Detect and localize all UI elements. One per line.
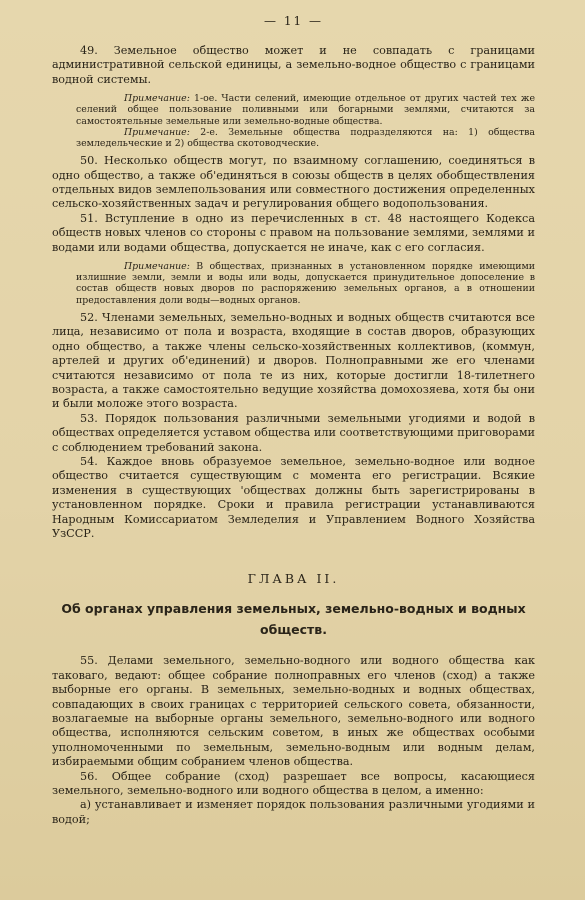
note-text: В обществах, признанных в установленном порядке имеющими излишние земли, земли и воды или воды, допускается принудительное допоселение в состав обществ новых дворов по распоряжению земельных органов, а в отношении предоставления доли воды—водных органов.	[76, 261, 535, 306]
note-text: 2-е. Земельные общества подразделяются на: 1) общества земледельческие и 2) общества скотоводческие.	[76, 126, 535, 150]
note-2	[76, 127, 535, 149]
article-56: 56. Общее собрание (сход) разрешает все вопросы, касающиеся земельного, земельно-водного или водного общества в целом, а именно:	[52, 769, 535, 798]
article-53: 53. Порядок пользования различными земельными угодиями и водой в обществах определяется уставом общества или соответствующими приговорами с соблюдением требований закона.	[52, 411, 535, 454]
page-number: — 11 —	[264, 14, 323, 28]
article-56-item-a: а) устанавливает и изменяет порядок пользования различными угодиями и водой;	[52, 798, 535, 826]
article-50: 50. Несколько обществ могут, по взаимному соглашению, соединяться в одно общество, а также об'единяться в союзы обществ в целях обобществления отдельных видов землепользования или совместного достижения определенных сельско-хозяйственных задач и регулирования общего водопользования.	[52, 154, 535, 211]
chapter-heading: ГЛАВА II.	[247, 571, 340, 587]
article-54: 54. Каждое вновь образуемое земельное, земельно-водное или водное общество считается существующим с момента его регистрации. Всякие изменения в существующих 'обществах должны быть зарегистрированы в установленном порядке. Сроки и правила регистрации устанавливаются Народным Комиссариатом Земледелия и Управлением Водного Хозяйства УзССР.	[52, 454, 535, 540]
note-label: Примечание:	[124, 261, 190, 273]
note-3	[76, 261, 535, 306]
article-49: 49. Земельное общество может и не совпадать с границами административной сельской единицы, а земельно-водное общество с границами водной системы.	[52, 44, 535, 86]
article-52: 52. Членами земельных, земельно-водных и водных обществ считаются все лица, независимо от пола и возраста, входящие в состав дворов, образующих одно общество, а также члены сельско-хозяйственных коллективов, (коммун, артелей и других об'единений) и дворов. Полноправными же его членами считаются независимо от пола те из них, которые достигли 18-тилетнего возраста, а также самостоятельно ведущие хозяйства домохозяева, хотя бы они и были моложе этого возраста.	[52, 310, 535, 411]
article-55: 55. Делами земельного, земельно-водного или водного общества как таковаго, ведают: общее собрание полноправных его членов (сход) а также выборные его органы. В земельных, земельно-водных и водных обществах, совпадающих в своих границах с территорией сельского совета, обязанности, возлагаемые на выборные органы земельного, земельно-водного или водного общества, исполняются сельским советом, в иных же обществах особыми уполномоченными по земельным, земельно-водным или водным делам, избираемыми общим собранием членов общества.	[52, 654, 535, 769]
article-51: 51. Вступление в одно из перечисленных в ст. 48 настоящего Кодекса обществ новых членов со стороны с правом на пользование землями, землями и водами или водами общества, допускается не иначе, как с его согласия.	[52, 211, 535, 254]
note-label: Примечание:	[124, 93, 190, 105]
note-label: Примечание:	[124, 126, 190, 138]
section-title: Об органах управления земельных, земельно-водных и водных обществ.	[61, 601, 526, 638]
note-1	[76, 93, 535, 127]
note-text: 1-ое. Части селений, имеющие отдельное от других частей тех же селений общее пользование поливными или богарными землями, считаются за самостоятельные земельные или земельно-водные общества.	[76, 93, 535, 127]
